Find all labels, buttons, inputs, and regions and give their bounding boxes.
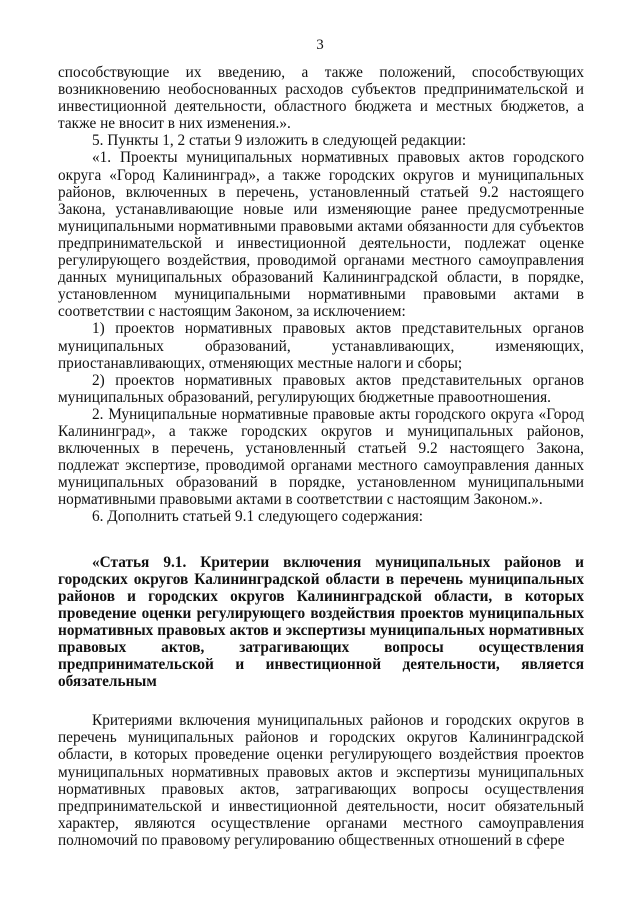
paragraph-subitem-1: 1) проектов нормативных правовых актов представительных органов муниципальных образований, устанавливающих, изменяющих, приостанавливающих, отменяющих местные налоги и сборы; [58,320,584,372]
paragraph-item-6: 6. Дополнить статьей 9.1 следующего содержания: [92,508,424,526]
paragraph-clause-2: 2. Муниципальные нормативные правовые акты городского округа «Город Калининград», а также городских округов и муниципальных районов, включенных в перечень, установленный статьей 9.2 настоящего Закона, подлежат экспертизе, проводимой органами местного самоуправления данных муниципальных образований в порядке, установленном муниципальными нормативными правовыми актами в соответствии с настоящим Законом.». [58,405,584,509]
paragraph-clause-1: «1. Проекты муниципальных нормативных правовых актов городского округа «Город Калининград», а также городских округов и муниципальных районов, включенных в перечень, установленный статьей 9.2 настоящего Закона, устанавливающие новые или изменяющие ранее предусмотренные муниципальными нормативными правовыми актами обязанности для субъектов предпринимательской и инвестиционной деятельности, подлежат оценке регулирующего воздействия, проводимой органами местного самоуправления данных муниципальных образований Калининградской области, в порядке, установленном муниципальными нормативными правовыми актами в соответствии с настоящим Законом, за исключением: [58,149,584,321]
page-number: 3 [316,37,324,53]
paragraph-criteria: Критериями включения муниципальных районов и городских округов в перечень муниципальных районов и городских округов Калининградской области, в которых проведение оценки регулирующего воздействия проектов муниципальных нормативных правовых актов и экспертизы муниципальных нормативных правовых актов, затрагивающих вопросы осуществления предпринимательской и инвестиционной деятельности, носит обязательный характер, являются осуществление органами местного самоуправления полномочий по правовому регулированию общественных отношений в сфере [58,712,584,849]
paragraph-subitem-2: 2) проектов нормативных правовых актов представительных органов муниципальных образований, регулирующих бюджетные правоотношения. [58,371,584,406]
paragraph-continuation: способствующие их введению, а также положений, способствующих возникновению необоснованных расходов субъектов предпринимательской и инвестиционной деятельности, областного бюджета и местных бюджетов, а также не вносит в них изменения.». [58,64,584,133]
article-heading: «Статья 9.1. Критерии включения муниципальных районов и городских округов Калининградской области в перечень муниципальных районов и городских округов Калининградской области, в которых проведение оценки регулирующего воздействия проектов муниципальных нормативных правовых актов и экспертизы муниципальных нормативных правовых актов, затрагивающих вопросы осуществления предпринимательской и инвестиционной деятельности, является обязательным [58,553,584,691]
paragraph-item-5: 5. Пункты 1, 2 статьи 9 изложить в следующей редакции: [92,132,467,150]
document-body [58,64,584,849]
